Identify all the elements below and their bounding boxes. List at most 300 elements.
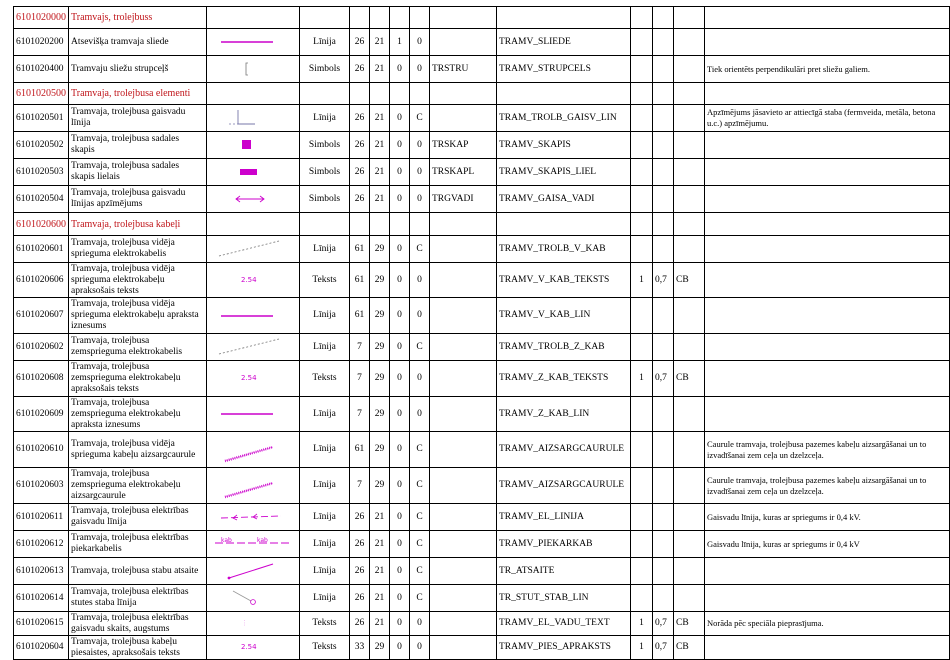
type-cell: Simbols	[300, 56, 350, 83]
height-cell	[653, 298, 674, 334]
level-cell: 29	[370, 236, 390, 263]
type-cell: Līnija	[300, 397, 350, 432]
type-cell: Līnija	[300, 504, 350, 531]
font-cell	[631, 83, 653, 105]
font-cell	[631, 558, 653, 585]
note-cell	[705, 159, 950, 186]
level-cell: 21	[370, 132, 390, 159]
style-cell: C	[410, 504, 430, 531]
color-index-cell: 7	[350, 334, 370, 361]
height-cell: 0,7	[653, 361, 674, 397]
font-cell	[631, 236, 653, 263]
level-cell: 29	[370, 361, 390, 397]
square-symbol-icon	[207, 132, 299, 158]
symbol-table	[13, 6, 950, 660]
justification-cell	[674, 468, 705, 504]
font-cell	[631, 334, 653, 361]
note-cell	[705, 636, 950, 660]
cell-name-cell	[430, 636, 497, 660]
justification-cell	[674, 213, 705, 236]
dashdiag-symbol-icon	[207, 334, 299, 360]
table-row	[14, 29, 950, 56]
layer-name-cell: TRAM_TROLB_GAISV_LIN	[497, 105, 631, 132]
level-cell: 21	[370, 585, 390, 612]
style-cell: 0	[410, 132, 430, 159]
symbol-cell	[207, 504, 300, 531]
symbol-cell	[207, 585, 300, 612]
justification-cell	[674, 531, 705, 558]
name-cell: Tramvaja, trolejbusa zemsprieguma elektrokabeļu apraksta iznesums	[69, 397, 207, 432]
note-cell	[705, 263, 950, 298]
cell-name-cell	[430, 432, 497, 468]
color-index-cell: 26	[350, 531, 370, 558]
font-cell	[631, 298, 653, 334]
justification-cell	[674, 298, 705, 334]
layer-name-cell: TRAMV_PIES_APRAKSTS	[497, 636, 631, 660]
table-row	[14, 105, 950, 132]
code-cell: 6101020400	[14, 56, 69, 83]
height-cell	[653, 397, 674, 432]
layer-name-cell: TRAMV_PIEKARKAB	[497, 531, 631, 558]
table-row	[14, 504, 950, 531]
type-cell	[300, 83, 350, 105]
font-cell: 1	[631, 612, 653, 636]
style-cell: 0	[410, 397, 430, 432]
note-cell	[705, 29, 950, 56]
name-cell: Tramvajs, trolejbuss	[69, 7, 207, 29]
level-cell: 21	[370, 56, 390, 83]
color-index-cell: 7	[350, 468, 370, 504]
level-cell: 21	[370, 29, 390, 56]
name-cell: Tramvaja, trolejbusa elementi	[69, 83, 207, 105]
layer-name-cell	[497, 213, 631, 236]
code-cell: 6101020614	[14, 585, 69, 612]
type-cell	[300, 213, 350, 236]
code-cell: 6101020613	[14, 558, 69, 585]
layer-name-cell: TRAMV_Z_KAB_LIN	[497, 397, 631, 432]
cell-name-cell	[430, 558, 497, 585]
cell-name-cell	[430, 334, 497, 361]
name-cell: Tramvaja, trolejbusa sadales skapis	[69, 132, 207, 159]
weight-cell: 0	[390, 432, 410, 468]
color-index-cell: 26	[350, 159, 370, 186]
style-cell	[410, 83, 430, 105]
symbol-cell	[207, 361, 300, 397]
cell-name-cell	[430, 29, 497, 56]
code-cell: 6101020609	[14, 397, 69, 432]
layer-name-cell: TRAMV_SLIEDE	[497, 29, 631, 56]
table-row	[14, 236, 950, 263]
height-cell	[653, 504, 674, 531]
type-cell: Teksts	[300, 612, 350, 636]
name-cell: Tramvaja, trolejbusa zemsprieguma elektrokabeļu apraksošais teksts	[69, 361, 207, 397]
cell-name-cell	[430, 213, 497, 236]
hatch-symbol-icon	[207, 473, 299, 499]
justification-cell	[674, 186, 705, 213]
justification-cell	[674, 83, 705, 105]
code-cell: 6101020603	[14, 468, 69, 504]
color-index-cell: 33	[350, 636, 370, 660]
type-cell: Simbols	[300, 132, 350, 159]
name-cell: Tramvaja, trolejbusa elektrības gaisvadu skaits, augstums	[69, 612, 207, 636]
weight-cell: 0	[390, 334, 410, 361]
justification-cell	[674, 105, 705, 132]
font-cell: 1	[631, 263, 653, 298]
note-cell: Tiek orientēts perpendikulāri pret sliežu galiem.	[705, 56, 950, 83]
height-cell	[653, 186, 674, 213]
note-cell	[705, 213, 950, 236]
symbol-sample-text: 2.54	[241, 275, 257, 284]
style-cell: 0	[410, 186, 430, 213]
height-cell: 0,7	[653, 263, 674, 298]
weight-cell: 0	[390, 397, 410, 432]
cell-name-cell	[430, 531, 497, 558]
style-cell: 0	[410, 263, 430, 298]
color-index-cell: 61	[350, 263, 370, 298]
color-index-cell: 26	[350, 186, 370, 213]
color-index-cell: 26	[350, 105, 370, 132]
justification-cell	[674, 29, 705, 56]
weight-cell: 0	[390, 105, 410, 132]
code-cell: 6101020612	[14, 531, 69, 558]
layer-name-cell: TRAMV_EL_LINIJA	[497, 504, 631, 531]
layer-name-cell: TR_ATSAITE	[497, 558, 631, 585]
height-cell	[653, 29, 674, 56]
color-index-cell	[350, 213, 370, 236]
code-cell: 6101020500	[14, 83, 69, 105]
color-index-cell	[350, 83, 370, 105]
code-cell: 6101020604	[14, 636, 69, 660]
height-cell	[653, 334, 674, 361]
corner-symbol-icon	[207, 105, 299, 131]
table-row	[14, 585, 950, 612]
height-cell: 0,7	[653, 612, 674, 636]
height-cell	[653, 56, 674, 83]
weight-cell: 0	[390, 236, 410, 263]
height-cell	[653, 236, 674, 263]
cell-name-cell	[430, 585, 497, 612]
table-row	[14, 612, 950, 636]
table-row	[14, 432, 950, 468]
style-cell	[410, 7, 430, 29]
style-cell: C	[410, 105, 430, 132]
height-cell	[653, 213, 674, 236]
level-cell: 29	[370, 397, 390, 432]
type-cell	[300, 7, 350, 29]
justification-cell	[674, 7, 705, 29]
name-cell: Tramvaja, trolejbusa vidēja sprieguma elektrokabelis	[69, 236, 207, 263]
level-cell: 21	[370, 186, 390, 213]
section-row	[14, 83, 950, 105]
layer-name-cell	[497, 83, 631, 105]
note-cell: Gaisvadu līnija, kuras ar spriegums ir 0,4 kV	[705, 531, 950, 558]
weight-cell: 0	[390, 132, 410, 159]
justification-cell	[674, 56, 705, 83]
cell-name-cell	[430, 105, 497, 132]
style-cell: C	[410, 531, 430, 558]
layer-name-cell: TR_STUT_STAB_LIN	[497, 585, 631, 612]
weight-cell: 0	[390, 636, 410, 660]
font-cell: 1	[631, 361, 653, 397]
height-cell	[653, 558, 674, 585]
weight-cell: 0	[390, 468, 410, 504]
name-cell: Tramvaja, trolejbusa sadales skapis lielais	[69, 159, 207, 186]
font-cell	[631, 7, 653, 29]
name-cell: Tramvaja, trolejbusa vidēja sprieguma elektrokabeļu apraksošais teksts	[69, 263, 207, 298]
font-cell	[631, 56, 653, 83]
symbol-cell	[207, 83, 300, 105]
style-cell: 0	[410, 298, 430, 334]
justification-cell: CB	[674, 361, 705, 397]
table-row	[14, 159, 950, 186]
font-cell	[631, 397, 653, 432]
name-cell: Tramvaja, trolejbusa kabeļu piesaistes, apraksošais teksts	[69, 636, 207, 660]
layer-name-cell: TRAMV_TROLB_Z_KAB	[497, 334, 631, 361]
justification-cell	[674, 132, 705, 159]
note-cell: Caurule tramvaja, trolejbusa pazemes kabeļu aizsargāšanai un to izvadīšanai zem ceļa un dzelzceļa.	[705, 432, 950, 468]
font-cell	[631, 468, 653, 504]
justification-cell: CB	[674, 612, 705, 636]
weight-cell: 1	[390, 29, 410, 56]
note-cell	[705, 7, 950, 29]
height-cell	[653, 468, 674, 504]
font-cell	[631, 159, 653, 186]
level-cell: 21	[370, 159, 390, 186]
layer-name-cell: TRAMV_AIZSARGCAURULE	[497, 432, 631, 468]
weight-cell: 0	[390, 558, 410, 585]
name-cell: Tramvaja, trolejbusa vidēja sprieguma elektrokabeļu apraksta iznesums	[69, 298, 207, 334]
code-cell: 6101020502	[14, 132, 69, 159]
cell-name-cell	[430, 361, 497, 397]
color-index-cell: 61	[350, 298, 370, 334]
color-index-cell: 26	[350, 132, 370, 159]
style-cell: 0	[410, 361, 430, 397]
style-cell: 0	[410, 56, 430, 83]
table-row	[14, 132, 950, 159]
name-cell: Tramvaja, trolejbusa gaisvadu līnijas apzīmējums	[69, 186, 207, 213]
code-cell: 6101020602	[14, 334, 69, 361]
layer-name-cell: TRAMV_STRUPCELS	[497, 56, 631, 83]
height-cell	[653, 159, 674, 186]
color-index-cell: 61	[350, 236, 370, 263]
justification-cell	[674, 236, 705, 263]
note-cell	[705, 132, 950, 159]
style-cell: C	[410, 334, 430, 361]
font-cell	[631, 29, 653, 56]
note-cell	[705, 334, 950, 361]
level-cell	[370, 213, 390, 236]
level-cell: 21	[370, 531, 390, 558]
level-cell: 29	[370, 636, 390, 660]
name-cell: Tramvaja, trolejbusa kabeļi	[69, 213, 207, 236]
cell-name-cell	[430, 298, 497, 334]
symbol-cell	[207, 159, 300, 186]
type-cell: Līnija	[300, 105, 350, 132]
note-cell	[705, 186, 950, 213]
color-index-cell: 26	[350, 558, 370, 585]
rect-symbol-icon	[207, 159, 299, 185]
symbol-cell	[207, 236, 300, 263]
dashdiag-symbol-icon	[207, 236, 299, 262]
justification-cell	[674, 432, 705, 468]
symbol-cell	[207, 263, 300, 298]
diagline-symbol-icon	[207, 558, 299, 584]
font-cell	[631, 186, 653, 213]
cell-name-cell: TRGVADI	[430, 186, 497, 213]
symbol-cell	[207, 213, 300, 236]
weight-cell: 0	[390, 263, 410, 298]
style-cell: C	[410, 432, 430, 468]
type-cell: Teksts	[300, 263, 350, 298]
height-cell	[653, 7, 674, 29]
type-cell: Simbols	[300, 186, 350, 213]
color-index-cell: 26	[350, 612, 370, 636]
layer-name-cell: TRAMV_SKAPIS	[497, 132, 631, 159]
type-cell: Līnija	[300, 29, 350, 56]
symbol-cell	[207, 132, 300, 159]
weight-cell: 0	[390, 531, 410, 558]
cell-name-cell	[430, 263, 497, 298]
weight-cell: 0	[390, 361, 410, 397]
color-index-cell: 26	[350, 585, 370, 612]
lollipop-symbol-icon	[207, 585, 299, 611]
justification-cell	[674, 558, 705, 585]
code-cell: 6101020611	[14, 504, 69, 531]
color-index-cell: 7	[350, 361, 370, 397]
table-row	[14, 334, 950, 361]
style-cell: 0	[410, 159, 430, 186]
font-cell	[631, 531, 653, 558]
name-cell: Tramvaju sliežu strupceļš	[69, 56, 207, 83]
code-cell: 6101020610	[14, 432, 69, 468]
font-cell	[631, 585, 653, 612]
svg-text:kab: kab	[221, 537, 232, 544]
symbol-cell	[207, 468, 300, 504]
height-cell	[653, 132, 674, 159]
section-row	[14, 213, 950, 236]
layer-name-cell	[497, 7, 631, 29]
style-cell: C	[410, 558, 430, 585]
symbol-cell	[207, 334, 300, 361]
table-row	[14, 361, 950, 397]
justification-cell	[674, 504, 705, 531]
style-cell: C	[410, 468, 430, 504]
cell-name-cell: TRSKAPL	[430, 159, 497, 186]
note-cell: Caurule tramvaja, trolejbusa pazemes kabeļu aizsargāšanai un to izvadīšanai zem ceļa un dzelzceļa.	[705, 468, 950, 504]
layer-name-cell: TRAMV_TROLB_V_KAB	[497, 236, 631, 263]
justification-cell	[674, 585, 705, 612]
layer-name-cell: TRAMV_V_KAB_TEKSTS	[497, 263, 631, 298]
height-cell: 0,7	[653, 636, 674, 660]
weight-cell: 0	[390, 612, 410, 636]
cell-name-cell	[430, 83, 497, 105]
table-row	[14, 531, 950, 558]
layer-name-cell: TRAMV_Z_KAB_TEKSTS	[497, 361, 631, 397]
code-cell: 6101020503	[14, 159, 69, 186]
type-cell: Līnija	[300, 432, 350, 468]
name-cell: Tramvaja, trolejbusa zemsprieguma elektrokabelis	[69, 334, 207, 361]
cell-name-cell	[430, 7, 497, 29]
weight-cell: 0	[390, 585, 410, 612]
level-cell: 29	[370, 298, 390, 334]
font-cell	[631, 432, 653, 468]
symbol-cell	[207, 432, 300, 468]
symbol-cell	[207, 531, 300, 558]
symbol-cell	[207, 558, 300, 585]
type-cell: Līnija	[300, 468, 350, 504]
color-index-cell	[350, 7, 370, 29]
weight-cell: 0	[390, 186, 410, 213]
symbol-cell	[207, 105, 300, 132]
color-index-cell: 26	[350, 504, 370, 531]
type-cell: Teksts	[300, 361, 350, 397]
symbol-sample-text: ⋮	[241, 619, 248, 627]
code-cell: 6101020608	[14, 361, 69, 397]
cell-name-cell	[430, 612, 497, 636]
style-cell: 0	[410, 612, 430, 636]
note-cell	[705, 236, 950, 263]
code-cell: 6101020607	[14, 298, 69, 334]
hatch-symbol-icon	[207, 437, 299, 463]
name-cell: Tramvaja, trolejbusa elektrības piekarkabelis	[69, 531, 207, 558]
type-cell: Līnija	[300, 334, 350, 361]
name-cell: Atsevišķa tramvaja sliede	[69, 29, 207, 56]
cell-name-cell: TRSKAP	[430, 132, 497, 159]
level-cell: 29	[370, 334, 390, 361]
symbol-cell	[207, 56, 300, 83]
level-cell: 29	[370, 468, 390, 504]
font-cell	[631, 132, 653, 159]
justification-cell	[674, 159, 705, 186]
note-cell	[705, 83, 950, 105]
layer-name-cell: TRAMV_EL_VADU_TEXT	[497, 612, 631, 636]
note-cell: Apzīmējums jāsavieto ar attiecīgā staba (fermveida, metāla, betona u.c.) apzīmējumu.	[705, 105, 950, 132]
note-cell	[705, 361, 950, 397]
level-cell	[370, 7, 390, 29]
weight-cell	[390, 7, 410, 29]
color-index-cell: 7	[350, 397, 370, 432]
type-cell: Līnija	[300, 558, 350, 585]
line-symbol-icon	[207, 401, 299, 427]
cell-name-cell: TRSTRU	[430, 56, 497, 83]
level-cell: 29	[370, 263, 390, 298]
arrowline-symbol-icon	[207, 504, 299, 530]
font-cell	[631, 105, 653, 132]
weight-cell	[390, 83, 410, 105]
code-cell: 6101020600	[14, 213, 69, 236]
weight-cell: 0	[390, 504, 410, 531]
height-cell	[653, 105, 674, 132]
name-cell: Tramvaja, trolejbusa gaisvadu līnija	[69, 105, 207, 132]
note-cell	[705, 585, 950, 612]
color-index-cell: 26	[350, 29, 370, 56]
symbol-cell	[207, 7, 300, 29]
height-cell	[653, 585, 674, 612]
type-cell: Līnija	[300, 298, 350, 334]
type-cell: Līnija	[300, 585, 350, 612]
table-row	[14, 468, 950, 504]
level-cell: 21	[370, 504, 390, 531]
note-cell	[705, 298, 950, 334]
symbol-cell	[207, 298, 300, 334]
table-row	[14, 186, 950, 213]
bracket-symbol-icon	[207, 56, 299, 82]
kab-symbol-icon	[207, 531, 299, 557]
note-cell	[705, 397, 950, 432]
type-cell: Simbols	[300, 159, 350, 186]
type-cell: Līnija	[300, 531, 350, 558]
code-cell: 6101020615	[14, 612, 69, 636]
